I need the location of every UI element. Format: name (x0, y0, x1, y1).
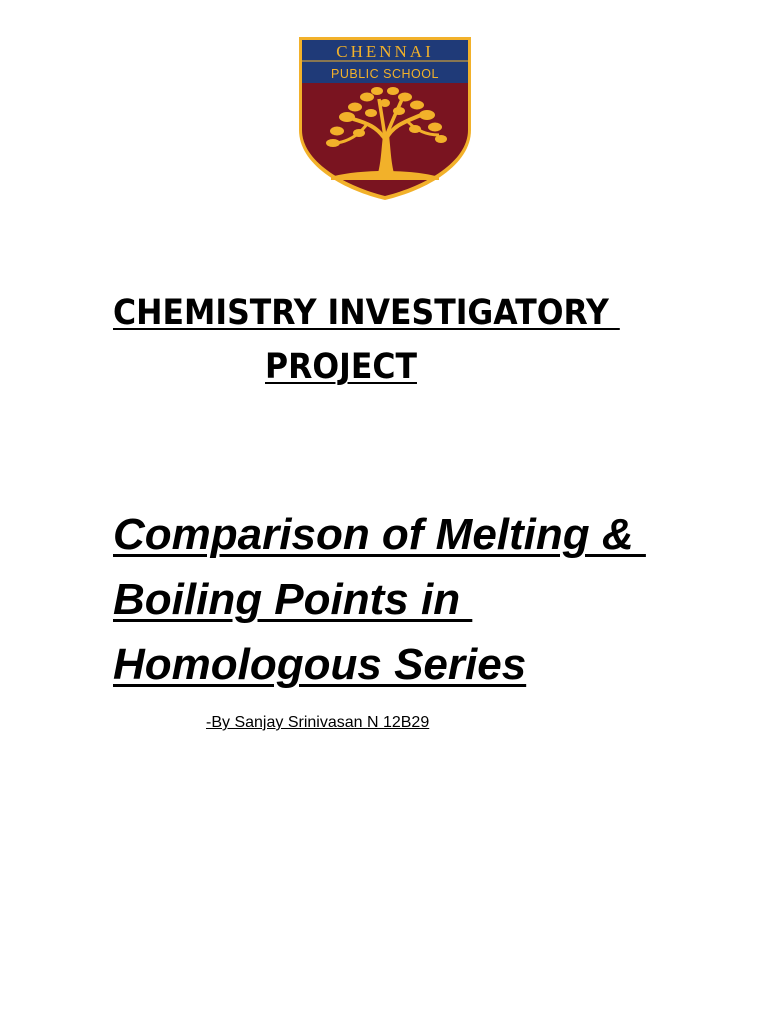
logo-top-text: CHENNAI (336, 42, 434, 61)
project-heading-line-2: PROJECT (265, 347, 417, 387)
school-logo (297, 35, 473, 202)
logo-bottom-text: PUBLIC SCHOOL (331, 67, 439, 81)
title-line-3: Homologous Series (113, 640, 527, 689)
title-line-1: Comparison of Melting & (113, 510, 646, 559)
title-line-2: Boiling Points in (113, 575, 473, 624)
author-byline: -By Sanjay Srinivasan N 12B29 (206, 714, 430, 731)
project-heading-line-1: CHEMISTRY INVESTIGATORY (113, 293, 620, 333)
